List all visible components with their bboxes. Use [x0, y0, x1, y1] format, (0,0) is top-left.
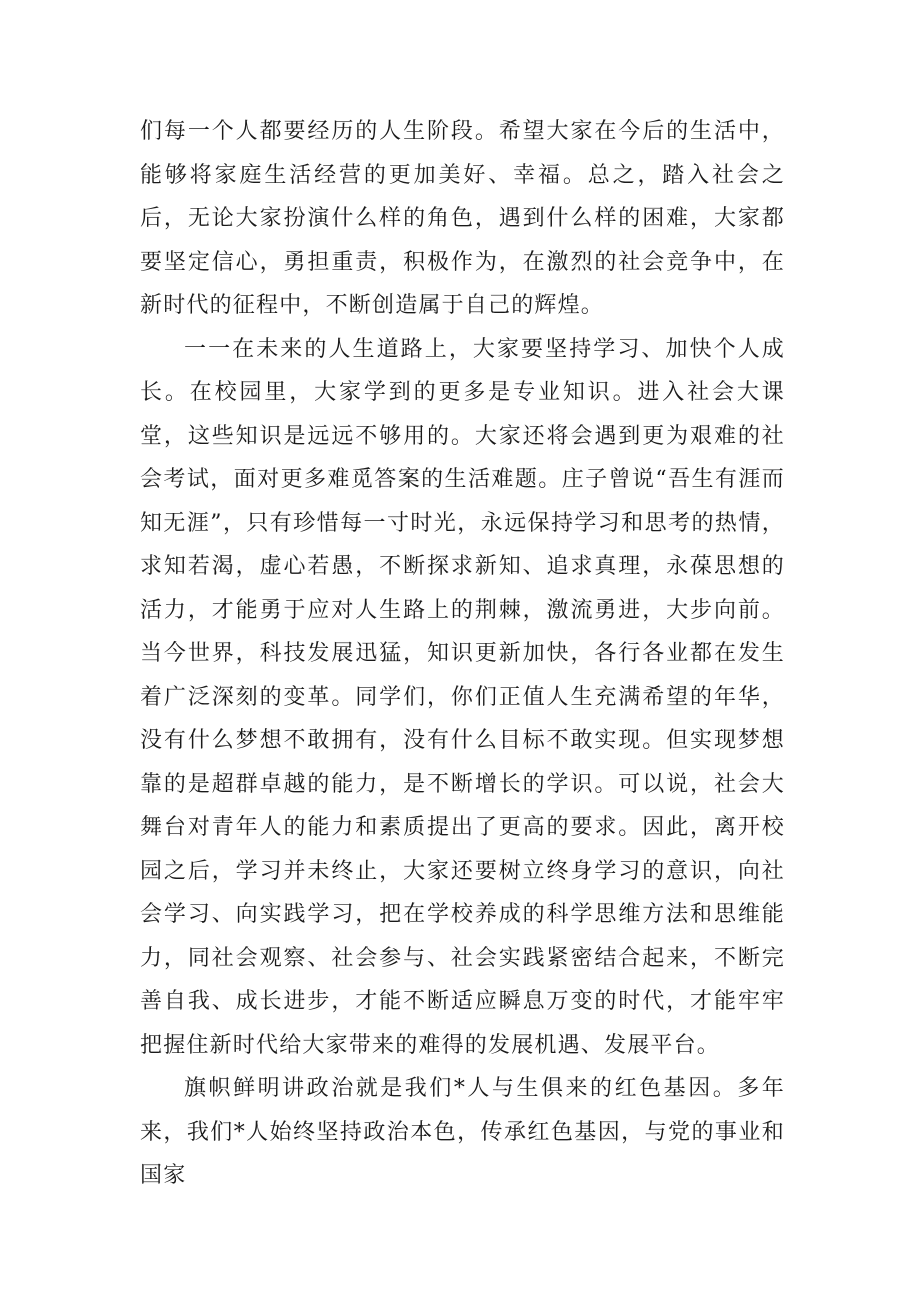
paragraph-lifelong-learning: 一一在未来的人生道路上，大家要坚持学习、加快个人成长。在校园里，大家学到的更多是专业知识。进入社会大课堂，这些知识是远远不够用的。大家还将会遇到更为艰难的社会考试，面对更多难觅答案的生活难题。庄子曾说“吾生有涯而知无涯”，只有珍惜每一寸时光，永远保持学习和思考的热情，求知若渴，虚心若愚，不断探求新知、追求真理，永葆思想的活力，才能勇于应对人生路上的荆棘，激流勇进，大步向前。当今世界，科技发展迅猛，知识更新加快，各行各业都在发生着广泛深刻的变革。同学们，你们正值人生充满希望的年华，没有什么梦想不敢拥有，没有什么目标不敢实现。但实现梦想靠的是超群卓越的能力，是不断增长的学识。可以说，社会大舞台对青年人的能力和素质提出了更高的要求。因此，离开校园之后，学习并未终止，大家还要树立终身学习的意识，向社会学习、向实践学习，把在学校养成的科学思维方法和思维能力，同社会观察、社会参与、社会实践紧密结合起来，不断完善自我、成长进步，才能不断适应瞬息万变的时代，才能牢牢把握住新时代给大家带来的难得的发展机遇、发展平台。: [140, 336, 785, 1058]
paragraph-continuation: 们每一个人都要经历的人生阶段。希望大家在今后的生活中，能够将家庭生活经营的更加美好、幸福。总之，踏入社会之后，无论大家扮演什么样的角色，遇到什么样的困难，大家都要坚定信心，勇担重责，积极作为，在激烈的社会竞争中，在新时代的征程中，不断创造属于自己的辉煌。: [140, 119, 785, 318]
body-text: [140, 110, 785, 1198]
paragraph-political-gene: 旗帜鲜明讲政治就是我们*人与生俱来的红色基因。多年来，我们*人始终坚持政治本色，传承红色基因，与党的事业和国家: [140, 1076, 785, 1188]
